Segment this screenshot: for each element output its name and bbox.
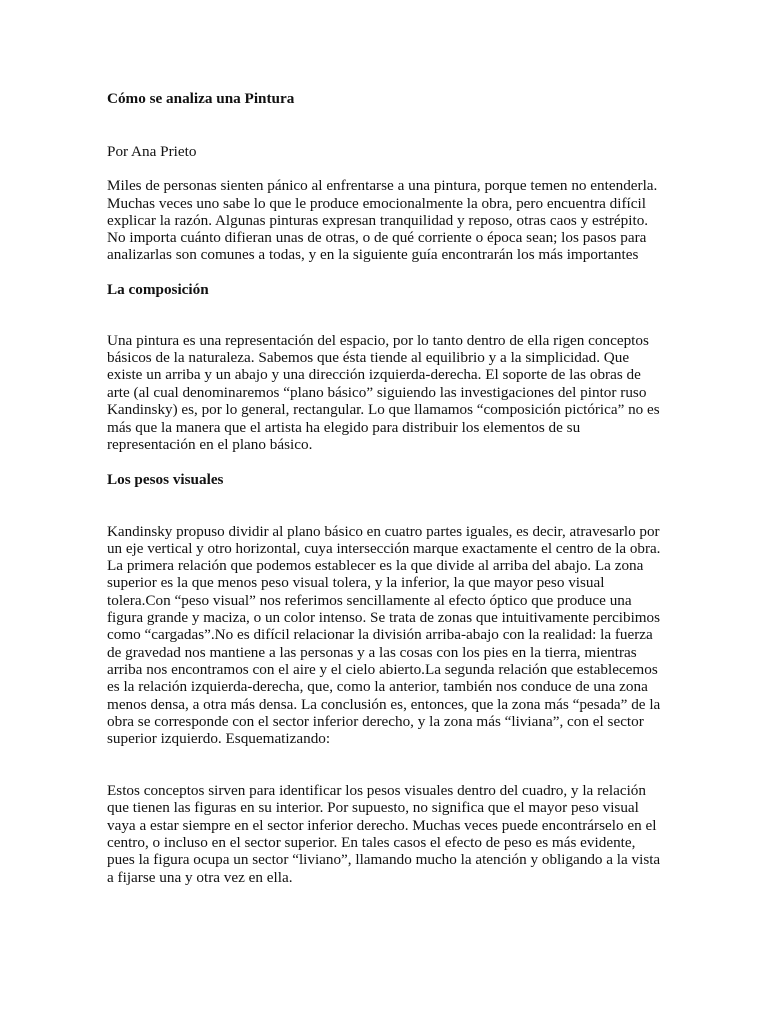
text-line: a fijarse una y otra vez en ella. [107,869,293,886]
section-heading-pesos-visuales: Los pesos visuales [107,471,224,488]
text-line: Kandinsky propuso dividir al plano básico en cuatro partes iguales, es decir, atravesarlo por [107,523,660,540]
text-line: No importa cuánto difieran unas de otras, o de qué corriente o época sean; los pasos para [107,229,647,246]
text-line: Muchas veces uno sabe lo que le produce emocionalmente la obra, pero encuentra difícil [107,195,646,212]
text-line: analizarlas son comunes a todas, y en la siguiente guía encontrarán los más importantes [107,246,639,263]
text-line: representación en el plano básico. [107,436,313,453]
document-title: Cómo se analiza una Pintura [107,90,295,107]
text-line: como “cargadas”.No es difícil relacionar la división arriba-abajo con la realidad: la fuerza [107,626,653,643]
text-line: tolera.Con “peso visual” nos referimos sencillamente al efecto óptico que produce una [107,592,632,609]
text-line: básicos de la naturaleza. Sabemos que ésta tiende al equilibrio y a la simplicidad. Que [107,349,630,366]
text-line: explicar la razón. Algunas pinturas expresan tranquilidad y reposo, otras caos y estrépito. [107,212,649,229]
text-line: de gravedad nos mantiene a las personas y a las cosas con los pies en la tierra, mientras [107,644,637,661]
text-line: centro, o incluso en el sector superior. En tales casos el efecto de peso es más evidente, [107,834,636,851]
text-line: obra se corresponde con el sector inferior derecho, y la zona más “liviana”, con el sector [107,713,644,730]
text-line: superior es la que menos peso visual tolera, y la inferior, la que mayor peso visual [107,574,605,591]
text-line: Miles de personas sienten pánico al enfrentarse a una pintura, porque temen no entenderla. [107,177,658,194]
byline: Por Ana Prieto [107,143,197,160]
text-line: superior izquierdo. Esquematizando: [107,730,331,747]
text-line: menos densa, a otra más densa. La conclusión es, entonces, que la zona más “pesada” de la [107,696,661,713]
text-line: La primera relación que podemos establecer es la que divide al arriba del abajo. La zona [107,557,644,574]
text-line: pues la figura ocupa un sector “liviano”, llamando mucho la atención y obligando a la vista [107,851,661,868]
text-line: que tienen las figuras en su interior. Por supuesto, no significa que el mayor peso visual [107,799,639,816]
text-line: arte (al cual denominaremos “plano básico” siguiendo las investigaciones del pintor ruso [107,384,647,401]
text-line: un eje vertical y otro horizontal, cuya intersección marque exactamente el centro de la obra. [107,540,661,557]
text-line: es la relación izquierda-derecha, que, como la anterior, también nos conduce de una zona [107,678,648,695]
section-heading-composicion: La composición [107,281,209,298]
text-line: figura grande y maciza, o un color intenso. Se trata de zonas que intuitivamente percibimos [107,609,661,626]
text-line: Estos conceptos sirven para identificar los pesos visuales dentro del cuadro, y la relación [107,782,646,799]
text-line: Una pintura es una representación del espacio, por lo tanto dentro de ella rigen conceptos [107,332,649,349]
text-line: existe un arriba y un abajo y una dirección izquierda-derecha. El soporte de las obras de [107,366,641,383]
text-line: más que la manera que el artista ha elegido para distribuir los elementos de su [107,419,581,436]
text-line: arriba nos encontramos con el aire y el cielo abierto.La segunda relación que establecemos [107,661,658,678]
text-line: vaya a estar siempre en el sector inferior derecho. Muchas veces puede encontrárselo en el [107,817,657,834]
text-line: Kandinsky) es, por lo general, rectangular. Lo que llamamos “composición pictórica” no es [107,401,660,418]
